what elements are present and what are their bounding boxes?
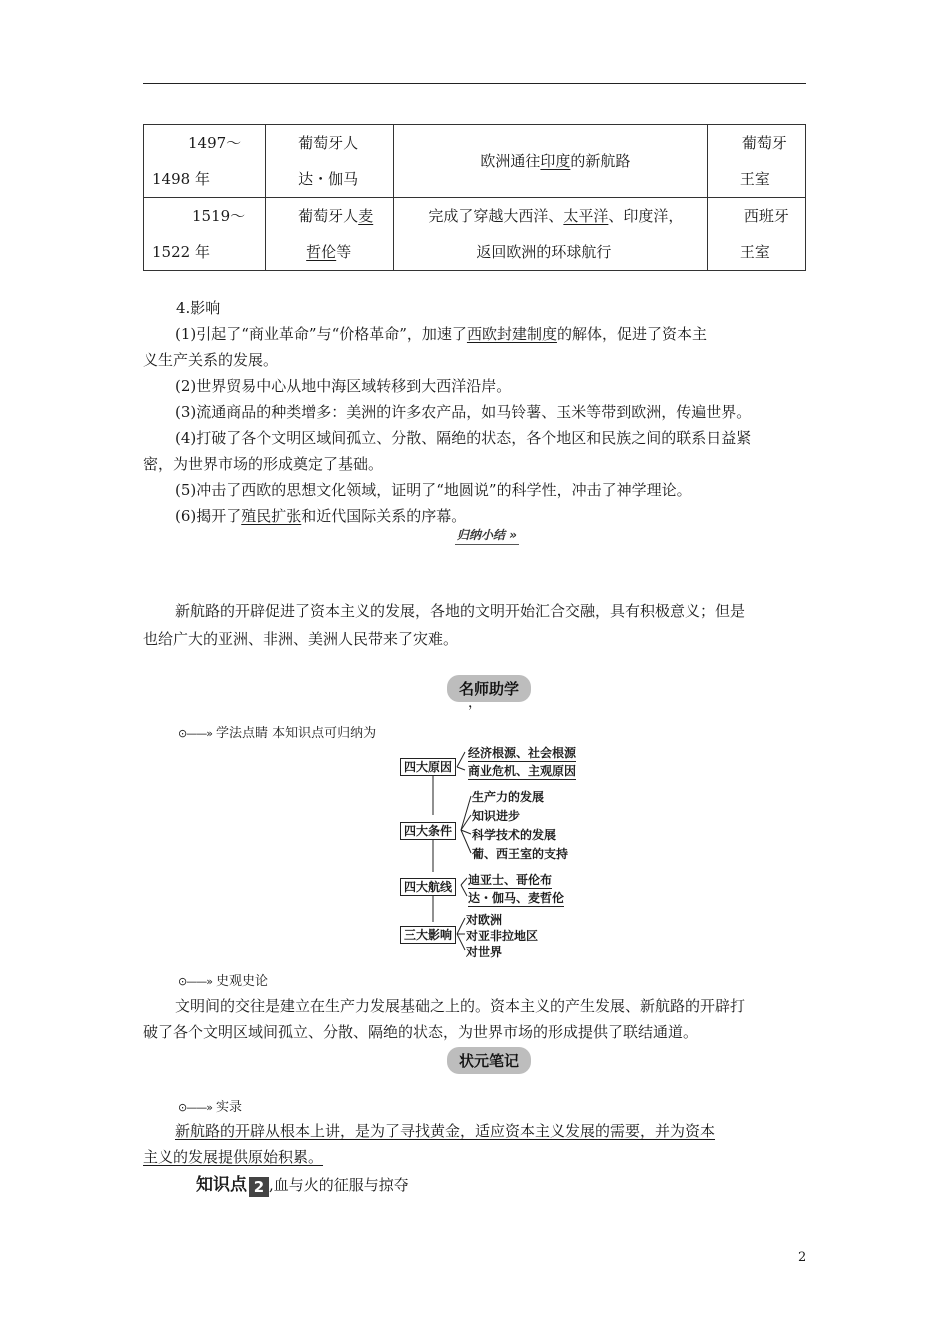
header-rule [143, 83, 806, 84]
sponsor-line1: 西班牙 [743, 207, 789, 225]
route-desc: 欧洲通往印度的新航路 [480, 152, 631, 170]
mindmap-conditions-item: 生产力的发展 [472, 790, 545, 804]
sponsor-line2: 王室 [739, 170, 770, 188]
navigator-line1: 葡萄牙人 [298, 134, 359, 152]
mindmap-reasons-item: 经济根源、社会根源 [468, 746, 577, 760]
knowledge-point-heading: 知识点 2 ,血与火的征服与掠夺 [196, 1175, 409, 1196]
mindmap-conditions: 四大条件 [400, 822, 456, 840]
year-end: 1498 年 [152, 170, 210, 188]
impact-item-4: (4)打破了各个文明区域间孤立、分散、隔绝的状态，各个地区和民族之间的联系日益紧 密，为世界市场的形成奠定了基础。 [143, 429, 752, 473]
navigator-line2: 达・伽马 [298, 170, 359, 188]
mindmap-conditions-item: 葡、西王室的支持 [472, 847, 569, 861]
voyages-table [143, 124, 806, 271]
year-start: 1519～ [192, 207, 246, 225]
notes-title: 状元笔记 [447, 1047, 531, 1074]
summary-text: 新航路的开辟促进了资本主义的发展，各地的文明开始汇合交融，具有积极意义；但是 也给广大的亚洲、非洲、美洲人民带来了灾难。 [143, 602, 746, 648]
impact-item-5: (5)冲击了西欧的思想文化领域，证明了“地圆说”的科学性，冲击了神学理论。 [175, 481, 692, 499]
history-text: 文明间的交往是建立在生产力发展基础之上的。资本主义的产生发展、新航路的开辟打 破了各个文明区域间孤立、分散、隔绝的状态，为世界市场的形成提供了联结通道。 [143, 997, 746, 1041]
knowledge-number-badge: 2 [249, 1177, 269, 1197]
mindmap-routes: 四大航线 [400, 878, 456, 896]
year-end: 1522 年 [152, 243, 210, 261]
table-row [144, 198, 806, 271]
mindmap-routes-item: 达・伽马、麦哲伦 [468, 891, 565, 905]
arrow-icon: ⊙——» [178, 975, 212, 988]
notes-label: ⊙——» 实录 [178, 1100, 242, 1115]
arrow-icon: ⊙——» [178, 1101, 212, 1114]
mindmap-impacts-item: 对世界 [466, 945, 503, 959]
route-desc-line1: 完成了穿越大西洋、太平洋、印度洋， [428, 207, 684, 225]
impact-heading: 4.影响 [176, 299, 221, 317]
mindmap-conditions-item: 知识进步 [472, 809, 521, 823]
history-label: ⊙——» 史观史论 [178, 974, 268, 989]
route-desc-line2: 返回欧洲的环球航行 [476, 243, 612, 261]
mindmap-reasons-item: 商业危机、主观原因 [468, 764, 577, 778]
stray-comma: ， [468, 695, 482, 711]
mindmap-impacts: 三大影响 [400, 926, 456, 944]
table-row [144, 125, 806, 198]
sponsor-line1: 葡萄牙 [741, 134, 787, 152]
mindmap-reasons: 四大原因 [400, 758, 456, 776]
sponsor-line2: 王室 [739, 243, 770, 261]
year-start: 1497～ [188, 134, 242, 152]
method-label: ⊙——» 学法点睛 本知识点可归纳为 [178, 726, 377, 741]
tutor-title: 名师助学 [447, 675, 531, 702]
impact-item-3: (3)流通商品的种类增多：美洲的许多农产品，如马铃薯、玉米等带到欧洲，传遍世界。 [175, 403, 752, 421]
mindmap-routes-item: 迪亚士、哥伦布 [468, 873, 553, 887]
notes-text: 新航路的开辟从根本上讲，是为了寻找黄金，适应资本主义发展的需要，并为资本 主义的发展提供原始积累。 [143, 1122, 716, 1166]
page-number: 2 [798, 1250, 807, 1265]
mindmap-impacts-item: 对亚非拉地区 [466, 929, 539, 943]
impact-item-2: (2)世界贸易中心从地中海区域转移到大西洋沿岸。 [175, 377, 512, 395]
mindmap-conditions-item: 科学技术的发展 [472, 828, 557, 842]
navigator-line1: 葡萄牙人麦 [298, 207, 374, 225]
navigator-line2: 哲伦等 [306, 243, 352, 261]
impact-item-6: (6)揭开了殖民扩张和近代国际关系的序幕。 [175, 507, 467, 525]
arrow-icon: ⊙——» [178, 727, 212, 740]
mindmap-impacts-item: 对欧洲 [466, 913, 503, 927]
impact-item-1: (1)引起了“商业革命”与“价格革命”，加速了西欧封建制度的解体，促进了资本主 义生产关系的发展。 [143, 325, 707, 369]
summary-tag: 归纳小结 » [455, 526, 519, 545]
